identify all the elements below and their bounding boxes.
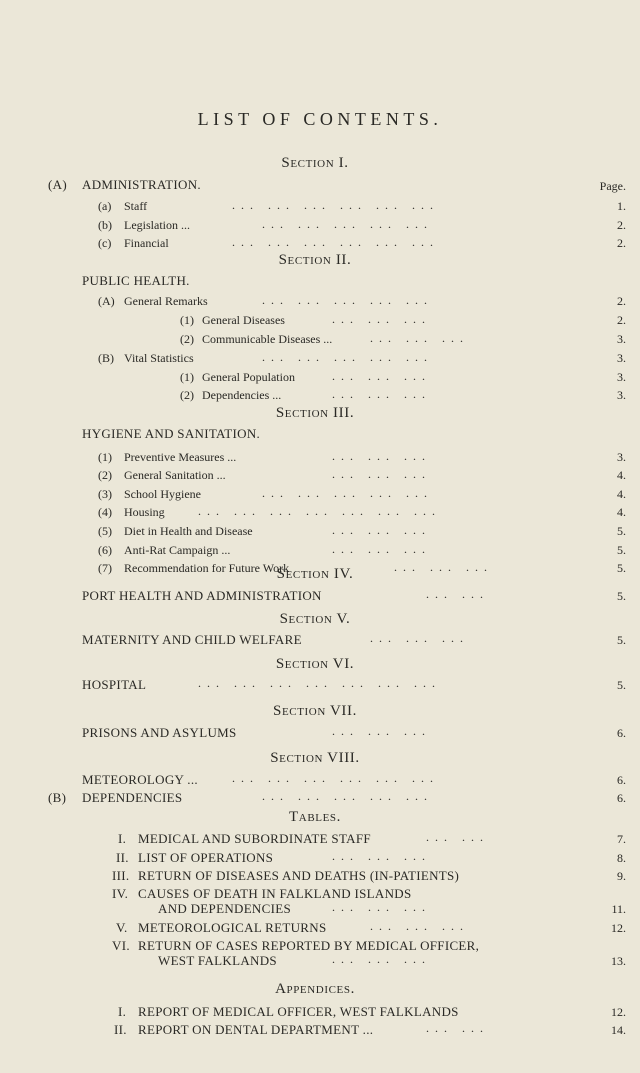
leader-dots: ... ... ... bbox=[332, 849, 440, 863]
page-number: 2. bbox=[617, 236, 626, 250]
leader-dots: ... ... ... bbox=[332, 312, 440, 326]
leader-dots: ... ... ... ... ... ... bbox=[232, 771, 439, 785]
table-title: MEDICAL AND SUBORDINATE STAFF bbox=[138, 831, 371, 846]
leader-dots: ... ... ... bbox=[332, 900, 440, 914]
leader-dots: ... ... ... ... ... bbox=[262, 350, 442, 364]
item-label: Communicable Diseases ... bbox=[202, 332, 333, 346]
item-marker: (1) bbox=[98, 450, 112, 464]
item-label: School Hygiene bbox=[124, 487, 201, 501]
leader-dots: ... ... ... ... ... ... ... bbox=[198, 504, 441, 518]
page-column-label: Page. bbox=[599, 179, 626, 193]
table-title-continued: AND DEPENDENCIES bbox=[158, 901, 291, 916]
table-title: RETURN OF CASES REPORTED BY MEDICAL OFFICER, bbox=[138, 938, 480, 953]
table-number: IV. bbox=[112, 886, 129, 901]
page-number: 6. bbox=[617, 791, 626, 805]
page-number: 2. bbox=[617, 218, 626, 232]
table-title: RETURN OF DISEASES AND DEATHS (IN-PATIENTS) bbox=[138, 868, 460, 883]
leader-dots: ... ... ... ... ... ... bbox=[232, 235, 439, 249]
item-marker: (2) bbox=[98, 468, 112, 482]
table-number: V. bbox=[116, 920, 128, 935]
item-label: General Diseases bbox=[202, 313, 285, 327]
page-number: 3. bbox=[617, 370, 626, 384]
item-marker: (1) bbox=[180, 370, 194, 384]
leader-dots: ... ... ... bbox=[332, 369, 440, 383]
page-number: 13. bbox=[611, 954, 626, 968]
section-letter: (A) bbox=[48, 177, 67, 192]
section-entry: DEPENDENCIES bbox=[82, 790, 183, 805]
table-number: VI. bbox=[112, 938, 130, 953]
table-number: II. bbox=[116, 850, 129, 865]
page-number: 4. bbox=[617, 505, 626, 519]
page-number: 1. bbox=[617, 199, 626, 213]
page-number: 12. bbox=[611, 921, 626, 935]
page-number: 6. bbox=[617, 773, 626, 787]
appendix-number: II. bbox=[114, 1022, 127, 1037]
page-number: 3. bbox=[617, 332, 626, 346]
leader-dots: ... ... ... ... ... bbox=[262, 293, 442, 307]
table-number: III. bbox=[112, 868, 130, 883]
leader-dots: ... ... ... bbox=[370, 631, 469, 645]
page-number: 8. bbox=[617, 851, 626, 865]
section-heading: Section VIII. bbox=[270, 750, 360, 766]
item-label: Staff bbox=[124, 199, 148, 213]
leader-dots: ... ... bbox=[426, 830, 489, 844]
page-number: 5. bbox=[617, 561, 626, 575]
item-marker: (2) bbox=[180, 332, 194, 346]
page-title: LIST OF CONTENTS. bbox=[197, 109, 443, 129]
section-heading: Section VII. bbox=[273, 703, 357, 719]
leader-dots: ... ... ... bbox=[394, 560, 493, 574]
table-title: CAUSES OF DEATH IN FALKLAND ISLANDS bbox=[138, 886, 412, 901]
page-number: 4. bbox=[617, 468, 626, 482]
item-label: Financial bbox=[124, 236, 169, 250]
section-entry: METEOROLOGY ... bbox=[82, 772, 198, 787]
table-title: METEOROLOGICAL RETURNS bbox=[138, 920, 327, 935]
appendix-title: REPORT OF MEDICAL OFFICER, WEST FALKLANDS bbox=[138, 1004, 459, 1019]
section-heading: Section III. bbox=[275, 405, 355, 421]
item-marker: (B) bbox=[98, 351, 114, 365]
table-title-continued: WEST FALKLANDS bbox=[158, 953, 277, 968]
item-marker: (A) bbox=[98, 294, 115, 308]
item-marker: (6) bbox=[98, 543, 112, 557]
leader-dots: ... ... ... ... ... ... ... bbox=[198, 676, 441, 690]
item-label: General Population bbox=[202, 370, 295, 384]
table-number: I. bbox=[118, 831, 127, 846]
leader-dots: ... ... ... bbox=[370, 331, 469, 345]
section-heading: Section II. bbox=[278, 252, 352, 268]
item-marker: (5) bbox=[98, 524, 112, 538]
section-entry: PRISONS AND ASYLUMS bbox=[82, 725, 237, 740]
section-entry: PORT HEALTH AND ADMINISTRATION bbox=[82, 588, 322, 603]
appendix-number: I. bbox=[118, 1004, 127, 1019]
leader-dots: ... ... ... ... ... bbox=[262, 217, 442, 231]
leader-dots: ... ... ... ... ... ... bbox=[232, 198, 439, 212]
section-title: HYGIENE AND SANITATION. bbox=[82, 426, 261, 441]
leader-dots: ... ... ... bbox=[332, 387, 440, 401]
page-number: 9. bbox=[617, 869, 626, 883]
page-number: 3. bbox=[617, 388, 626, 402]
section-heading: Section I. bbox=[281, 155, 349, 171]
item-marker: (1) bbox=[180, 313, 194, 327]
item-label: Legislation ... bbox=[124, 218, 190, 232]
item-label: General Sanitation ... bbox=[124, 468, 226, 482]
section-heading: Appendices. bbox=[275, 981, 355, 997]
section-title: PUBLIC HEALTH. bbox=[82, 273, 190, 288]
item-label: Housing bbox=[124, 505, 165, 519]
item-marker: (2) bbox=[180, 388, 194, 402]
section-heading: Section IV. bbox=[276, 566, 354, 582]
appendix-title: REPORT ON DENTAL DEPARTMENT ... bbox=[138, 1022, 374, 1037]
page-number: 2. bbox=[617, 294, 626, 308]
page-number: 7. bbox=[617, 832, 626, 846]
item-marker: (3) bbox=[98, 487, 112, 501]
item-marker: (c) bbox=[98, 236, 112, 250]
item-marker: (a) bbox=[98, 199, 112, 213]
page-number: 6. bbox=[617, 726, 626, 740]
page-number: 5. bbox=[617, 524, 626, 538]
page-number: 14. bbox=[611, 1023, 626, 1037]
section-title: ADMINISTRATION. bbox=[82, 177, 201, 192]
table-title: LIST OF OPERATIONS bbox=[138, 850, 274, 865]
page-number: 5. bbox=[617, 589, 626, 603]
leader-dots: ... ... bbox=[426, 587, 489, 601]
item-label: General Remarks bbox=[124, 294, 208, 308]
leader-dots: ... ... ... bbox=[370, 919, 469, 933]
leader-dots: ... ... ... bbox=[332, 952, 440, 966]
item-label: Preventive Measures ... bbox=[124, 450, 237, 464]
item-marker: (7) bbox=[98, 561, 112, 575]
page-number: 5. bbox=[617, 633, 626, 647]
leader-dots: ... ... ... bbox=[332, 724, 440, 738]
item-label: Vital Statistics bbox=[124, 351, 194, 365]
section-heading: Section VI. bbox=[275, 656, 355, 672]
page-number: 12. bbox=[611, 1005, 626, 1019]
page-number: 4. bbox=[617, 487, 626, 501]
page-number: 11. bbox=[611, 902, 626, 916]
section-heading: Tables. bbox=[289, 809, 341, 825]
section-letter: (B) bbox=[48, 790, 67, 805]
item-label: Diet in Health and Disease bbox=[124, 524, 253, 538]
leader-dots: ... ... ... ... ... bbox=[262, 789, 442, 803]
leader-dots: ... ... bbox=[426, 1021, 489, 1035]
item-label: Dependencies ... bbox=[202, 388, 282, 402]
page-number: 5. bbox=[617, 678, 626, 692]
leader-dots: ... ... ... ... ... bbox=[262, 486, 442, 500]
item-marker: (4) bbox=[98, 505, 112, 519]
section-entry: MATERNITY AND CHILD WELFARE bbox=[82, 632, 302, 647]
page-number: 5. bbox=[617, 543, 626, 557]
page-number: 2. bbox=[617, 313, 626, 327]
page-number: 3. bbox=[617, 450, 626, 464]
leader-dots: ... ... ... bbox=[332, 542, 440, 556]
leader-dots: ... ... ... bbox=[332, 523, 440, 537]
leader-dots: ... ... ... bbox=[332, 467, 440, 481]
page-number: 3. bbox=[617, 351, 626, 365]
item-label: Anti-Rat Campaign ... bbox=[124, 543, 231, 557]
item-label: Recommendation for Future Work bbox=[124, 561, 290, 575]
item-marker: (b) bbox=[98, 218, 112, 232]
leader-dots: ... ... ... bbox=[332, 449, 440, 463]
section-entry: HOSPITAL bbox=[82, 677, 147, 692]
section-heading: Section V. bbox=[279, 611, 351, 627]
